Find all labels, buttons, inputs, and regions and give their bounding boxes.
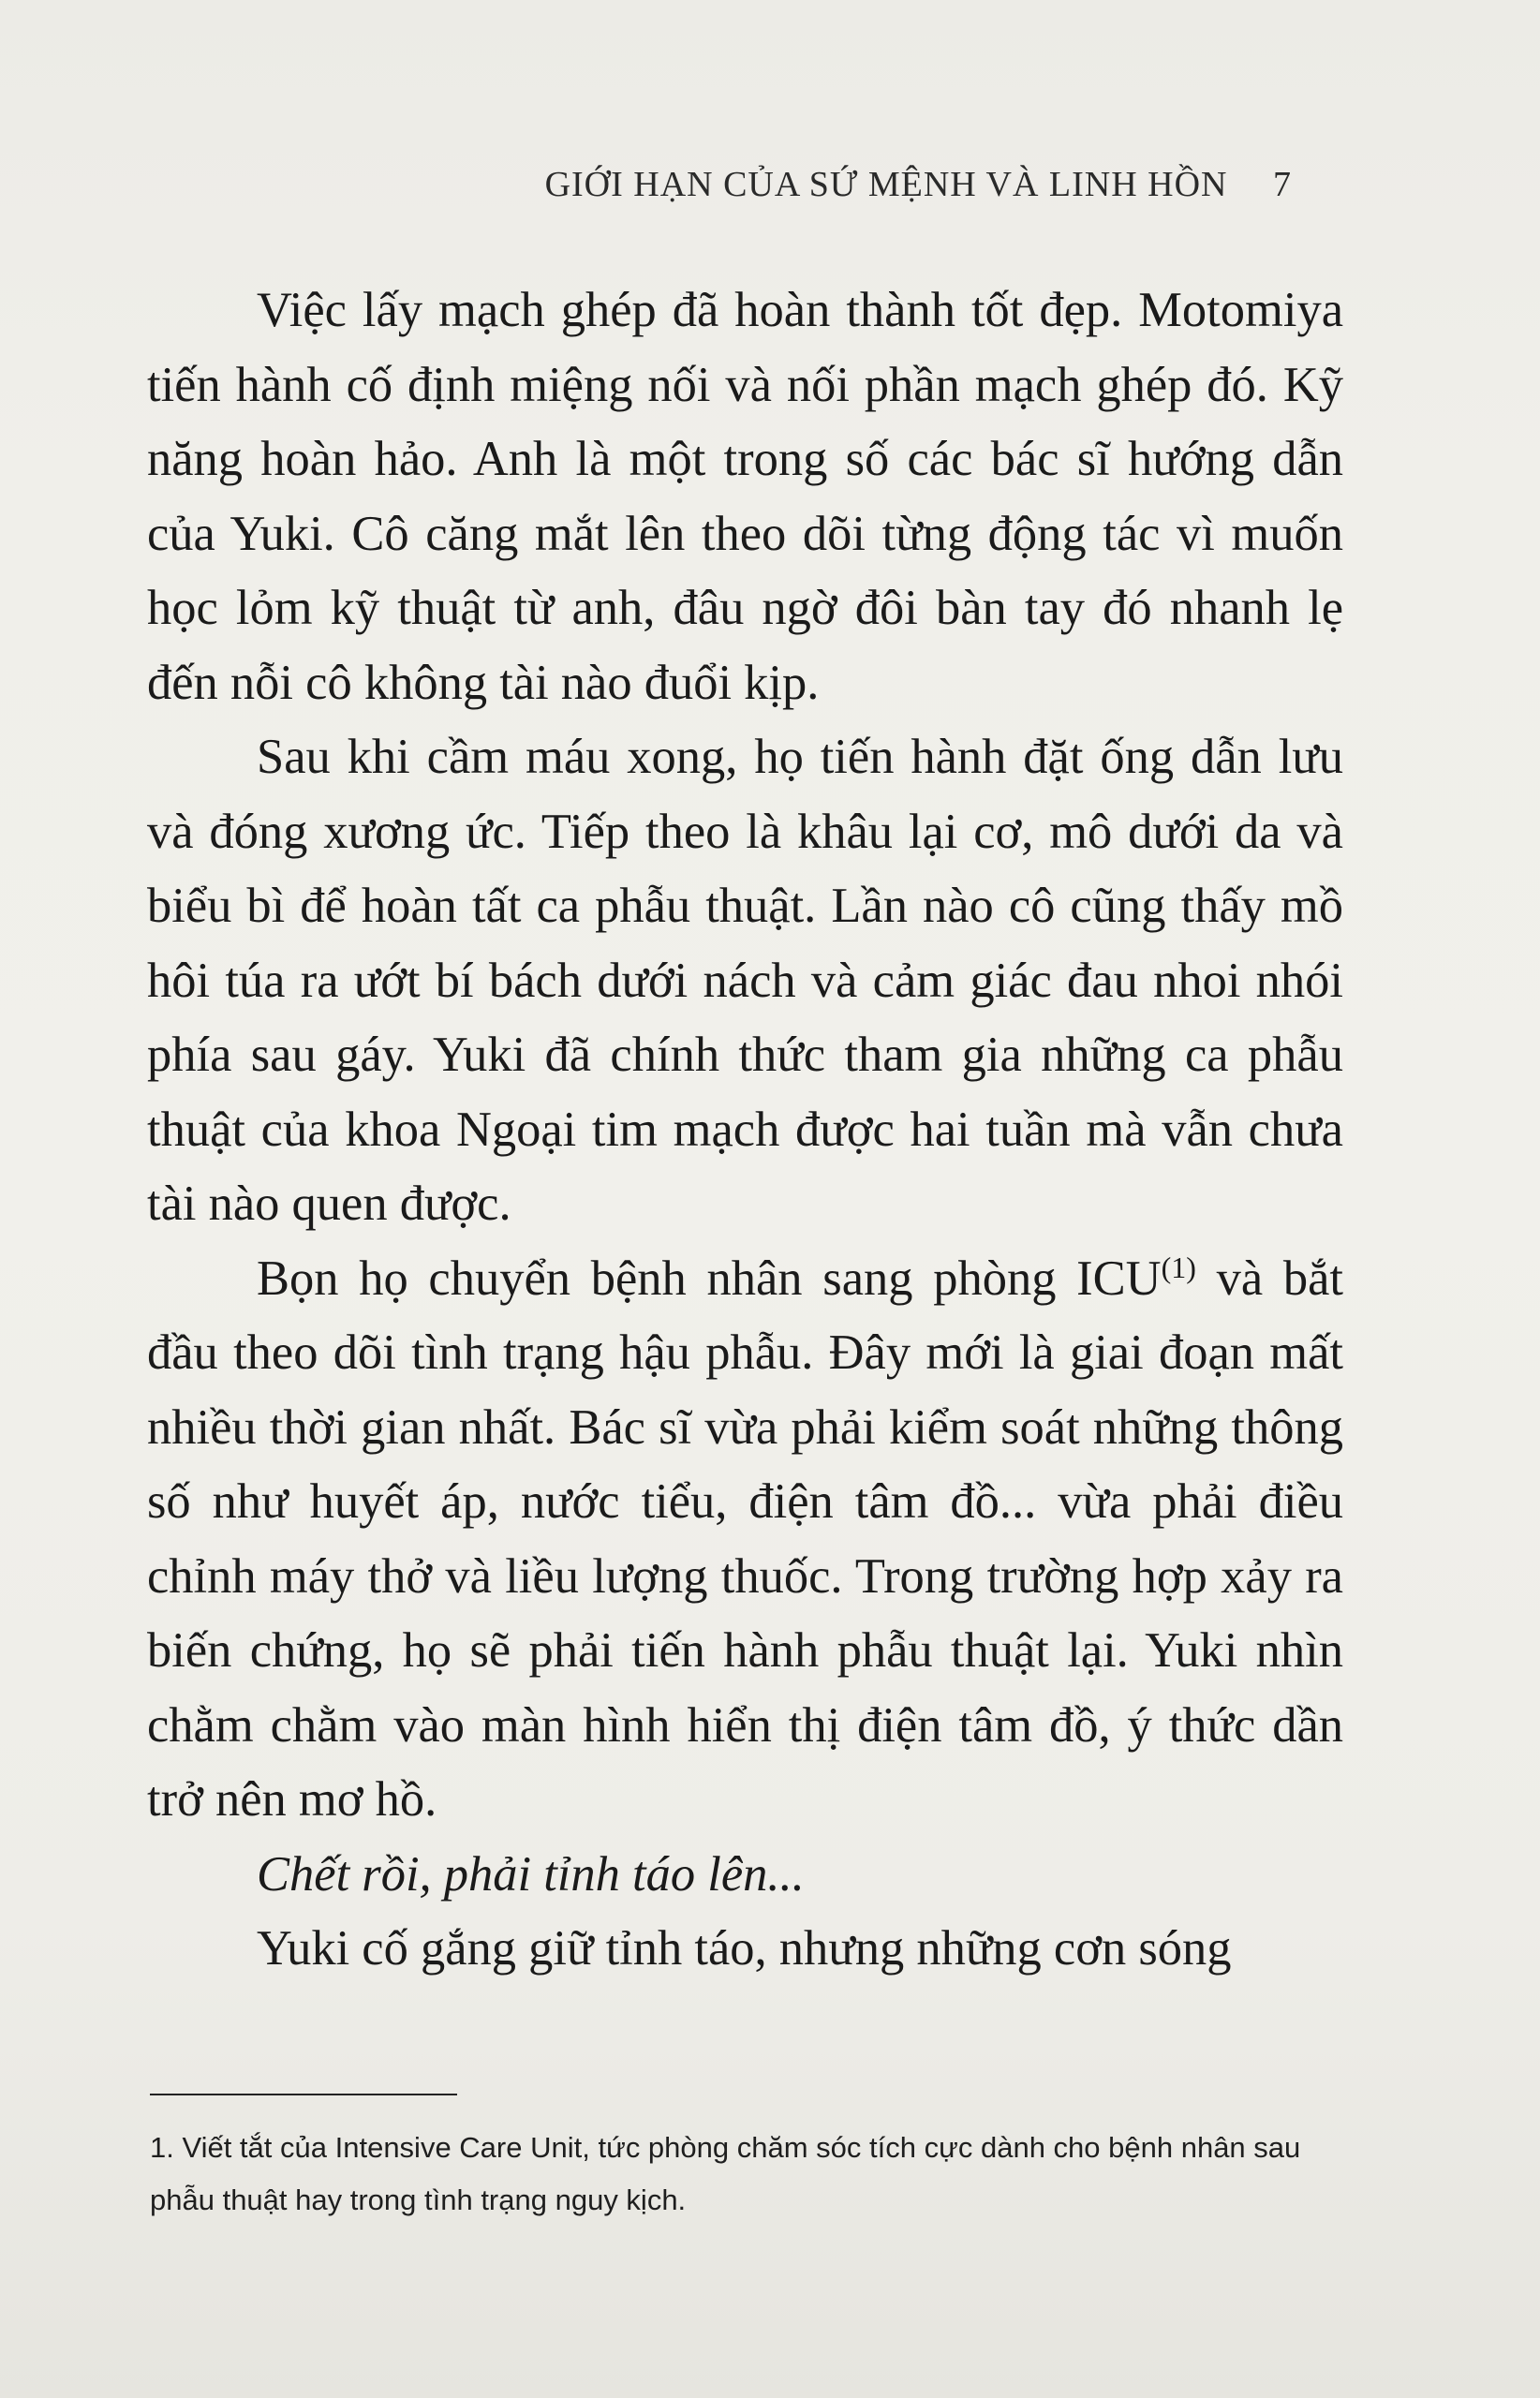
footnote-divider [150,2094,457,2095]
chapter-title: GIỚI HẠN CỦA SỨ MỆNH VÀ LINH HỒN [544,165,1228,204]
footnote-reference: (1) [1161,1250,1196,1284]
running-header [545,164,1292,205]
paragraph-4-italic-thought: Chết rồi, phải tỉnh táo lên... [257,1846,805,1902]
paragraph-2: Sau khi cầm máu xong, họ tiến hành đặt ống dẫn lưu và đóng xương ức. Tiếp theo là khâu lại cơ, mô dưới da và biểu bì để hoàn tất ca phẫu thuật. Lần nào cô cũng thấy mồ hôi túa ra ướt bí bách dưới nách và cảm giác đau nhoi nhói phía sau gáy. Yuki đã chính thức tham gia những ca phẫu thuật của khoa Ngoại tim mạch được hai tuần mà vẫn chưa tài nào quen được. [147,730,1343,1231]
page-number: 7 [1273,165,1292,204]
paragraph-3-start: Bọn họ chuyển bệnh nhân sang phòng ICU [257,1251,1162,1306]
paragraph-3-end: và bắt đầu theo dõi tình trạng hậu phẫu. Đây mới là giai đoạn mất nhiều thời gian nhất. Bác sĩ vừa phải kiểm soát những thông số như huyết áp, nước tiểu, điện tâm đồ... vừa phải điều chỉnh máy thở và liều lượng thuốc. Trong trường hợp xảy ra biến chứng, họ sẽ phải tiến hành phẫu thuật lại. Yuki nhìn chằm chằm vào màn hình hiển thị điện tâm đồ, ý thức dần trở nên mơ hồ. [147,1251,1343,1827]
paragraph-3 [147,1242,1343,1838]
paragraph-5: Yuki cố gắng giữ tỉnh táo, nhưng những cơn sóng [257,1921,1232,1976]
paragraph-1: Việc lấy mạch ghép đã hoàn thành tốt đẹp. Motomiya tiến hành cố định miệng nối và nối phần mạch ghép đó. Kỹ năng hoàn hảo. Anh là một trong số các bác sĩ hướng dẫn của Yuki. Cô căng mắt lên theo dõi từng động tác vì muốn học lỏm kỹ thuật từ anh, đâu ngờ đôi bàn tay đó nhanh lẹ đến nỗi cô không tài nào đuổi kịp. [147,283,1343,710]
body-text [147,274,1343,1987]
footnote: 1. Viết tắt của Intensive Care Unit, tức phòng chăm sóc tích cực dành cho bệnh nhân sau phẫu thuật hay trong tình trạng nguy kịch. [150,2131,1301,2216]
